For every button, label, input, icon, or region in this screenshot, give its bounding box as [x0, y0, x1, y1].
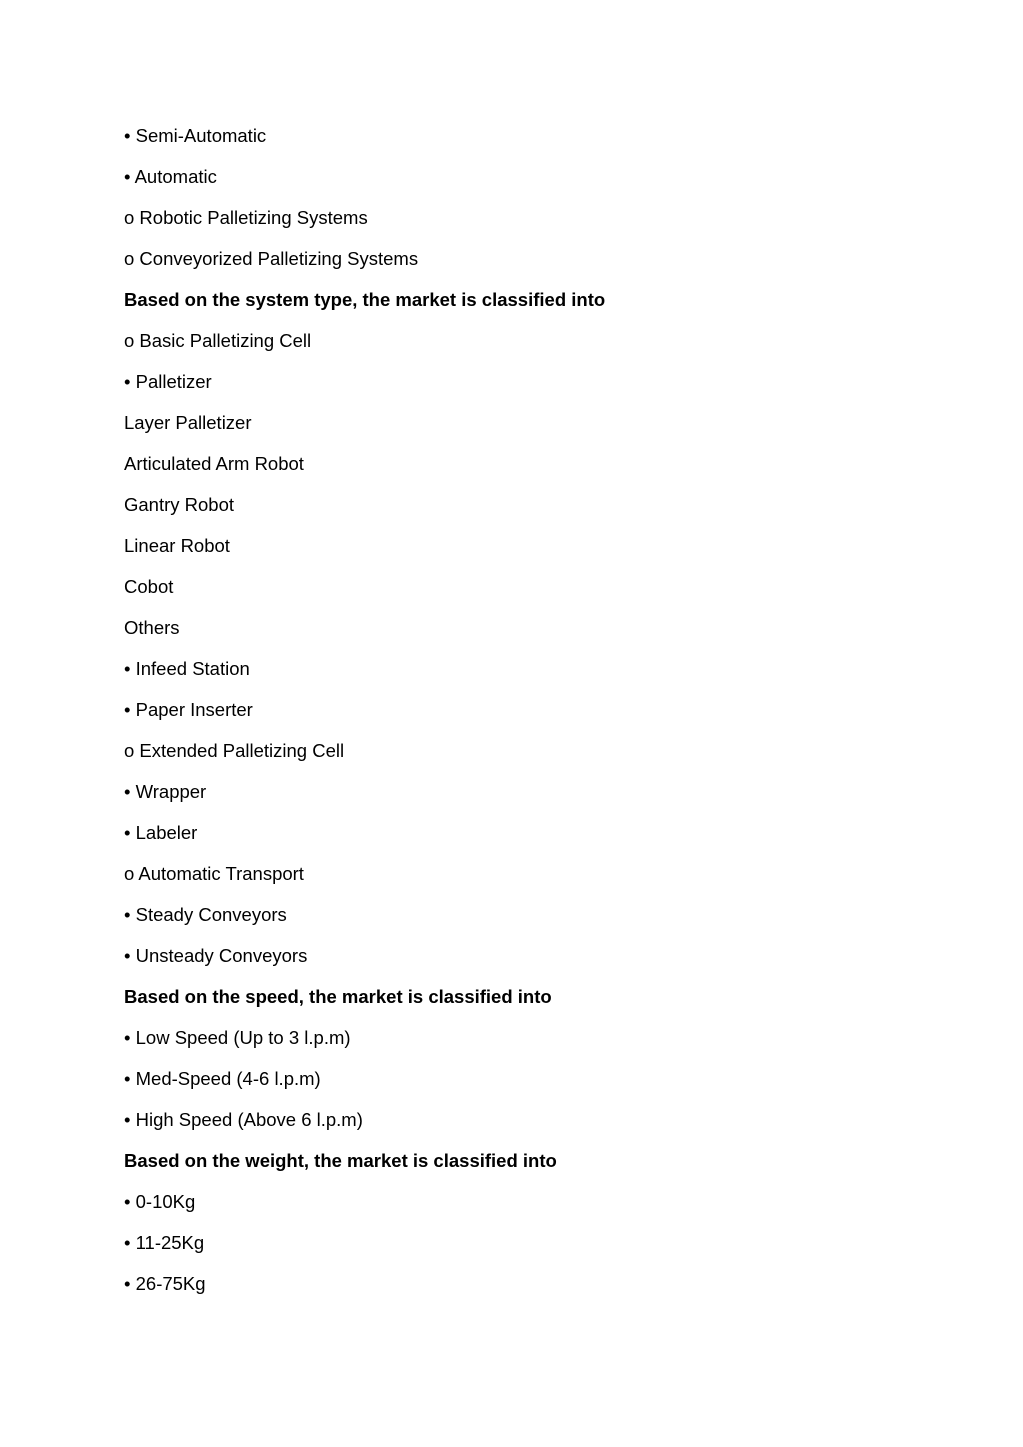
list-item: • 26-75Kg	[124, 1273, 206, 1294]
list-item: Articulated Arm Robot	[124, 453, 304, 474]
list-item: • Labeler	[124, 822, 198, 843]
document-body	[124, 123, 944, 1312]
list-item: • Med-Speed (4-6 l.p.m)	[124, 1068, 321, 1089]
list-item: Others	[124, 617, 180, 638]
list-item: • 11-25Kg	[124, 1232, 205, 1253]
list-item: o Conveyorized Palletizing Systems	[124, 248, 419, 269]
list-item: Layer Palletizer	[124, 412, 252, 433]
section-heading: Based on the weight, the market is classified into	[124, 1150, 557, 1171]
section-heading: Based on the speed, the market is classified into	[124, 986, 552, 1007]
list-item: o Automatic Transport	[124, 863, 304, 884]
list-item: • High Speed (Above 6 l.p.m)	[124, 1109, 363, 1130]
list-item: Cobot	[124, 576, 174, 597]
list-item: • Wrapper	[124, 781, 207, 802]
list-item: o Extended Palletizing Cell	[124, 740, 345, 761]
list-item: Gantry Robot	[124, 494, 235, 515]
list-item: • 0-10Kg	[124, 1191, 196, 1212]
list-item: • Semi-Automatic	[124, 125, 267, 146]
list-item: • Automatic	[124, 166, 217, 187]
list-item: • Paper Inserter	[124, 699, 253, 720]
list-item: • Unsteady Conveyors	[124, 945, 308, 966]
section-heading: Based on the system type, the market is classified into	[124, 289, 606, 310]
list-item: o Robotic Palletizing Systems	[124, 207, 368, 228]
list-item: o Basic Palletizing Cell	[124, 330, 312, 351]
list-item: • Infeed Station	[124, 658, 250, 679]
list-item: • Low Speed (Up to 3 l.p.m)	[124, 1027, 351, 1048]
list-item: • Palletizer	[124, 371, 212, 392]
list-item: • Steady Conveyors	[124, 904, 287, 925]
list-item: Linear Robot	[124, 535, 230, 556]
